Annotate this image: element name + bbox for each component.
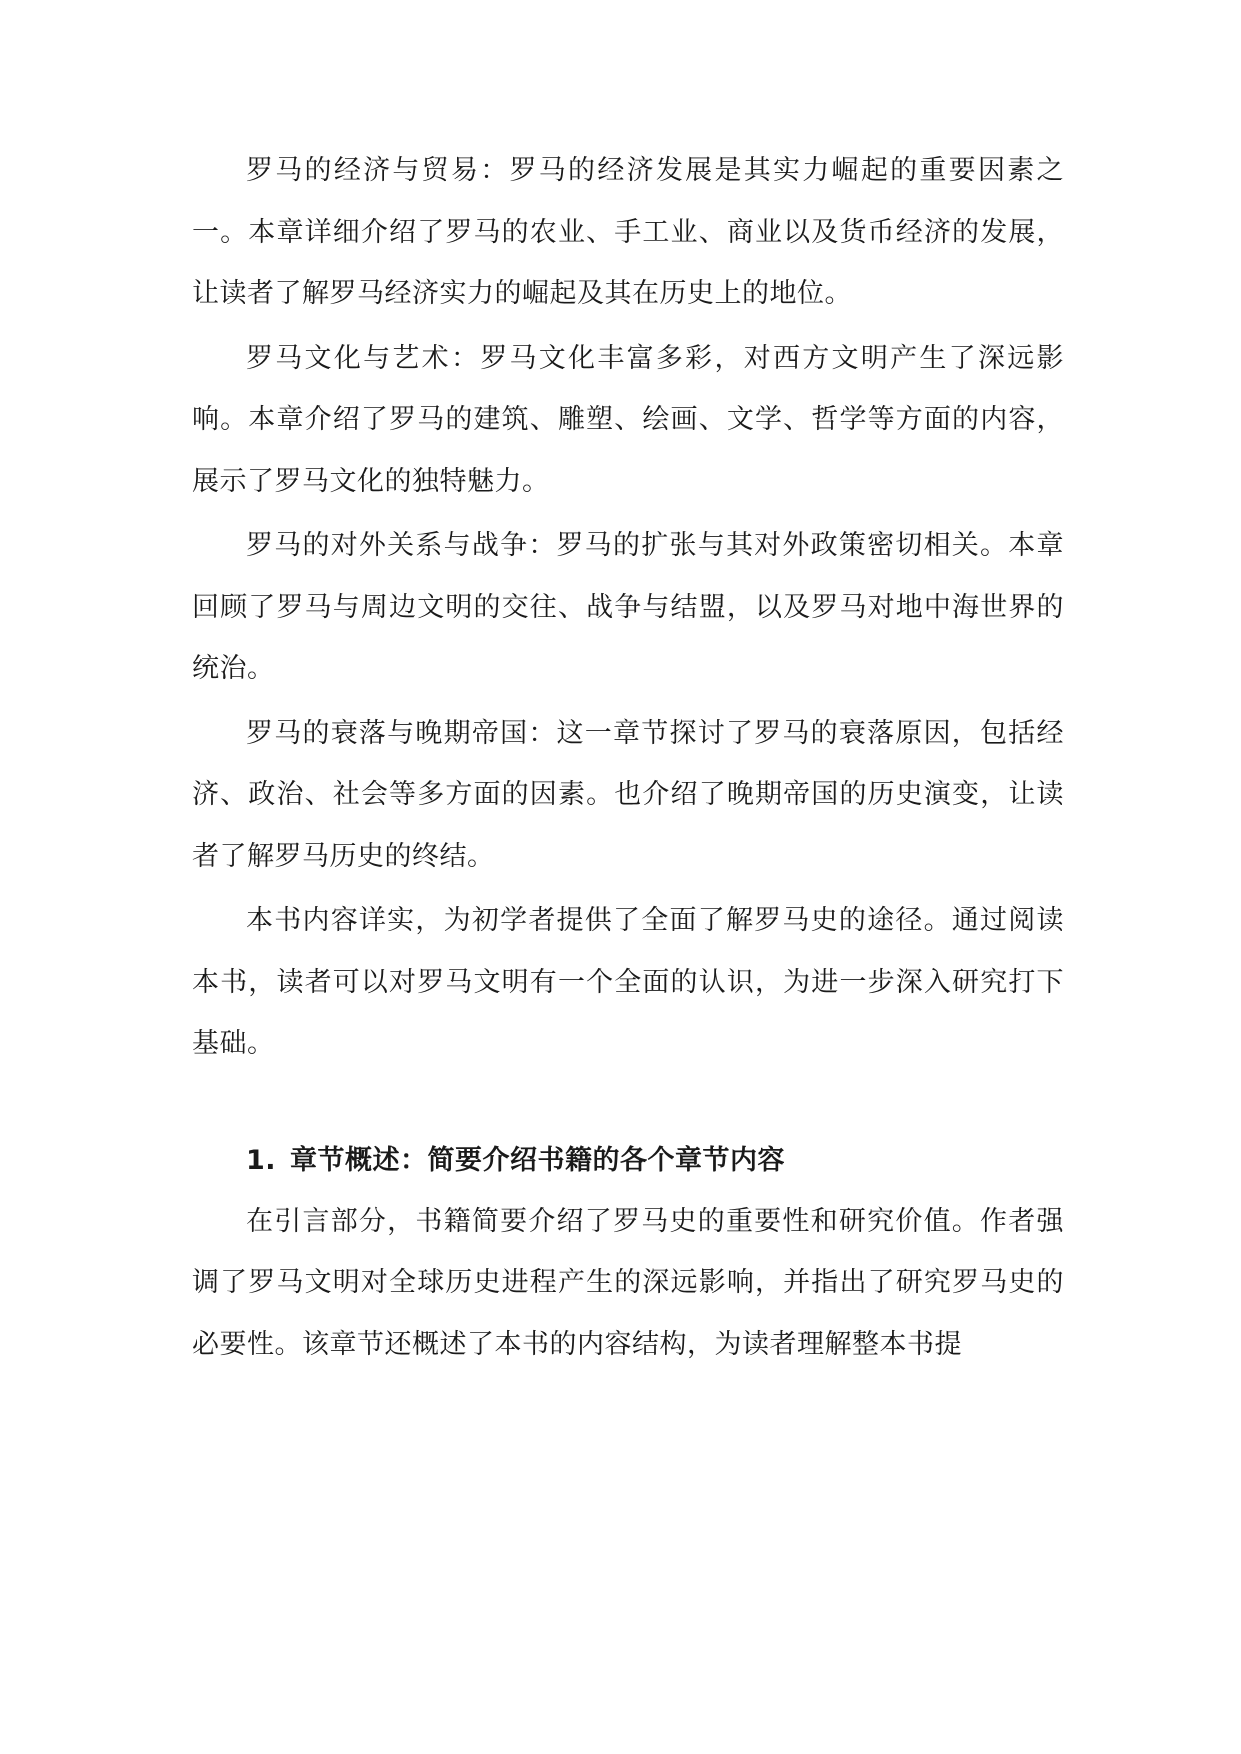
paragraph-foreign-relations: 罗马的对外关系与战争：罗马的扩张与其对外政策密切相关。本章回顾了罗马与周边文明的交往、战争与结盟，以及罗马对地中海世界的统治。	[192, 530, 1064, 684]
paragraph-introduction: 在引言部分，书籍简要介绍了罗马史的重要性和研究价值。作者强调了罗马文明对全球历史进程产生的深远影响，并指出了研究罗马史的必要性。该章节还概述了本书的内容结构，为读者理解整本书提	[192, 1205, 1064, 1360]
section-number: 1.	[246, 1144, 277, 1176]
paragraph-economy-trade: 罗马的经济与贸易：罗马的经济发展是其实力崛起的重要因素之一。本章详细介绍了罗马的农业、手工业、商业以及货币经济的发展，让读者了解罗马经济实力的崛起及其在历史上的地位。	[192, 155, 1064, 309]
section-heading	[192, 1130, 1064, 1191]
section-title: 章节概述：简要介绍书籍的各个章节内容	[290, 1144, 786, 1176]
page-content	[192, 140, 1064, 1378]
paragraph-decline: 罗马的衰落与晚期帝国：这一章节探讨了罗马的衰落原因，包括经济、政治、社会等多方面的因素。也介绍了晚期帝国的历史演变，让读者了解罗马历史的终结。	[192, 717, 1064, 872]
paragraph-book-summary: 本书内容详实，为初学者提供了全面了解罗马史的途径。通过阅读本书，读者可以对罗马文明有一个全面的认识，为进一步深入研究打下基础。	[192, 905, 1064, 1059]
paragraph-culture-art: 罗马文化与艺术：罗马文化丰富多彩，对西方文明产生了深远影响。本章介绍了罗马的建筑、雕塑、绘画、文学、哲学等方面的内容，展示了罗马文化的独特魅力。	[192, 342, 1064, 497]
